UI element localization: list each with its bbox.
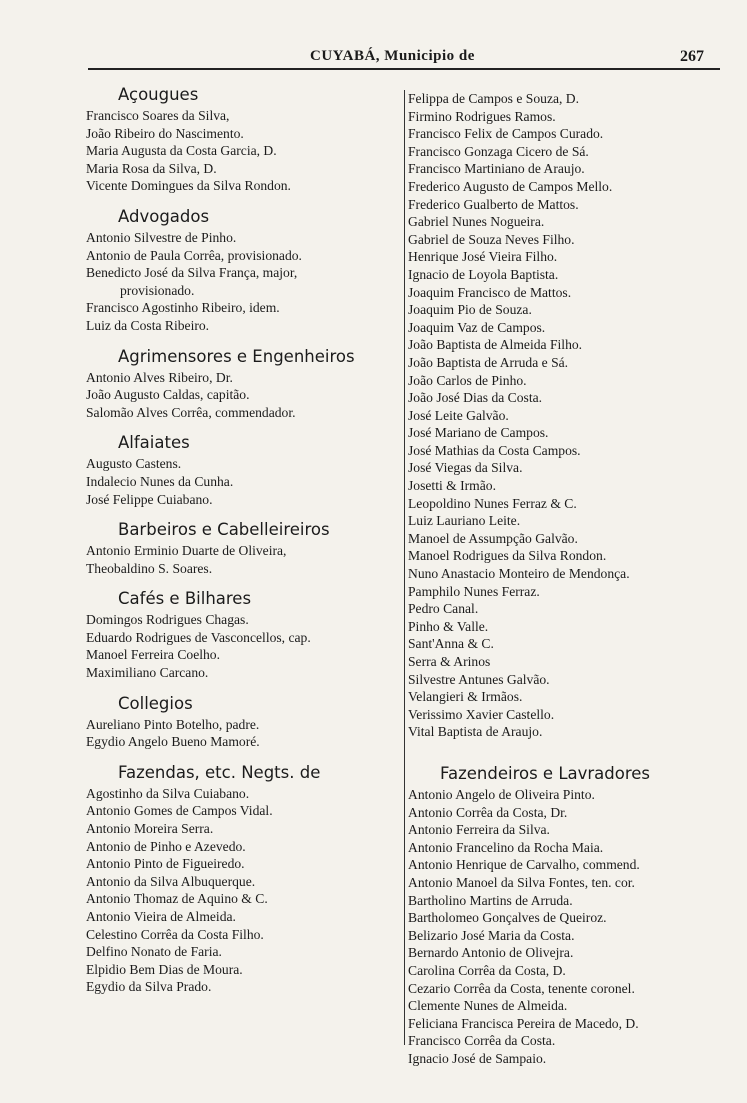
directory-entry: Silvestre Antunes Galvão. bbox=[408, 671, 550, 687]
directory-entry: Antonio da Silva Albuquerque. bbox=[86, 873, 256, 889]
section-title: Fazendeiros e Lavradores bbox=[440, 763, 651, 783]
directory-entry: Antonio Henrique de Carvalho, commend. bbox=[408, 857, 640, 873]
directory-entry: José Mariano de Campos. bbox=[408, 425, 549, 441]
directory-entry: Pinho & Valle. bbox=[408, 618, 489, 634]
directory-entry: Pamphilo Nunes Ferraz. bbox=[408, 583, 540, 599]
directory-entry: Francisco Martiniano de Araujo. bbox=[408, 161, 585, 177]
directory-entry: Agostinho da Silva Cuiabano. bbox=[86, 785, 250, 801]
directory-entry: João Baptista de Almeida Filho. bbox=[408, 337, 583, 353]
section-title: Agrimensores e Engenheiros bbox=[118, 346, 355, 366]
directory-entry: Luiz da Costa Ribeiro. bbox=[86, 317, 210, 333]
section-title: Cafés e Bilhares bbox=[118, 589, 252, 609]
directory-entry: Antonio de Paula Corrêa, provisionado. bbox=[86, 247, 302, 263]
directory-entry: Leopoldino Nunes Ferraz & C. bbox=[408, 495, 577, 511]
directory-entry: Felippa de Campos e Souza, D. bbox=[408, 91, 580, 106]
directory-entry: Antonio Manoel da Silva Fontes, ten. cor. bbox=[408, 874, 635, 890]
directory-entry: Henrique José Vieira Filho. bbox=[408, 249, 558, 265]
directory-entry: Josetti & Irmão. bbox=[408, 478, 496, 494]
directory-entry: Antonio Gomes de Campos Vidal. bbox=[86, 803, 273, 819]
directory-entry: Sant'Anna & C. bbox=[408, 636, 494, 652]
directory-entry: João Ribeiro do Nascimento. bbox=[86, 125, 244, 141]
directory-entry: Theobaldino S. Soares. bbox=[86, 560, 213, 576]
directory-entry: José Viegas da Silva. bbox=[408, 460, 523, 476]
directory-entry: Maria Augusta da Costa Garcia, D. bbox=[86, 143, 277, 159]
directory-entry: João Baptista de Arruda e Sá. bbox=[408, 354, 569, 370]
section-title: Alfaiates bbox=[118, 433, 190, 453]
directory-entry: Velangieri & Irmãos. bbox=[408, 689, 523, 705]
directory-entry: Carolina Corrêa da Costa, D. bbox=[408, 962, 566, 978]
directory-entry: Bernardo Antonio de Olivejra. bbox=[408, 945, 574, 961]
directory-entry: Domingos Rodrigues Chagas. bbox=[86, 612, 249, 628]
directory-entry: Nuno Anastacio Monteiro de Mendonça. bbox=[408, 566, 630, 582]
directory-entry: Maria Rosa da Silva, D. bbox=[86, 160, 217, 176]
directory-entry: Elpidio Bem Dias de Moura. bbox=[86, 961, 243, 977]
directory-entry: Manoel de Assumpção Galvão. bbox=[408, 530, 578, 546]
directory-entry: Joaquim Francisco de Mattos. bbox=[408, 284, 572, 300]
right-column bbox=[404, 90, 726, 1066]
directory-entry: Joaquim Vaz de Campos. bbox=[408, 319, 546, 335]
directory-entry: Antonio Ferreira da Silva. bbox=[408, 822, 550, 838]
directory-entry: Luiz Lauriano Leite. bbox=[408, 513, 521, 529]
directory-entry: Antonio de Pinho e Azevedo. bbox=[86, 838, 246, 854]
directory-entry: Belizario José Maria da Costa. bbox=[408, 927, 575, 943]
left-column bbox=[86, 84, 398, 996]
directory-entry: Gabriel Nunes Nogueira. bbox=[408, 214, 545, 230]
directory-entry: Celestino Corrêa da Costa Filho. bbox=[86, 926, 264, 942]
directory-entry: Antonio Pinto de Figueiredo. bbox=[86, 856, 245, 872]
directory-entry: Francisco Corrêa da Costa. bbox=[408, 1033, 556, 1049]
directory-entry: Gabriel de Souza Neves Filho. bbox=[408, 231, 575, 247]
section-title: Fazendas, etc. Negts. de bbox=[118, 762, 321, 782]
directory-entry: João José Dias da Costa. bbox=[408, 390, 543, 406]
directory-entry: Francisco Gonzaga Cicero de Sá. bbox=[408, 143, 589, 159]
directory-entry: Serra & Arinos bbox=[408, 654, 491, 669]
directory-entry: Verissimo Xavier Castello. bbox=[408, 706, 555, 722]
page-header bbox=[88, 44, 708, 70]
directory-entry: Manoel Ferreira Coelho. bbox=[86, 647, 221, 663]
directory-entry: Firmino Rodrigues Ramos. bbox=[408, 108, 556, 124]
section-title: Barbeiros e Cabelleireiros bbox=[118, 520, 330, 540]
directory-entry: Bartholino Martins de Arruda. bbox=[408, 892, 573, 908]
directory-entry: Bartholomeo Gonçalves de Queiroz. bbox=[408, 910, 607, 926]
directory-entry: Antonio Erminio Duarte de Oliveira, bbox=[86, 543, 287, 559]
directory-entry: Egydio da Silva Prado. bbox=[86, 979, 212, 995]
directory-entry: Indalecio Nunes da Cunha. bbox=[86, 473, 234, 489]
directory-entry: Clemente Nunes de Almeida. bbox=[408, 998, 568, 1014]
directory-entry: Ignacio José de Sampaio. bbox=[408, 1050, 547, 1066]
directory-entry: Pedro Canal. bbox=[408, 601, 479, 617]
directory-entry: Salomão Alves Corrêa, commendador. bbox=[86, 404, 296, 420]
directory-entry: Antonio Francelino da Rocha Maia. bbox=[408, 839, 604, 855]
directory-entry: Augusto Castens. bbox=[86, 456, 182, 472]
directory-entry: Aureliano Pinto Botelho, padre. bbox=[86, 716, 260, 732]
directory-entry: José Mathias da Costa Campos. bbox=[408, 442, 581, 458]
directory-entry: Antonio Corrêa da Costa, Dr. bbox=[408, 804, 568, 820]
directory-entry: Vicente Domingues da Silva Rondon. bbox=[86, 178, 291, 194]
running-title: CUYABÁ, Municipio de bbox=[310, 48, 475, 64]
directory-entry: Antonio Angelo de Oliveira Pinto. bbox=[408, 786, 595, 802]
directory-entry: João Augusto Caldas, capitão. bbox=[86, 387, 250, 403]
header-rule bbox=[88, 68, 720, 70]
directory-entry: Vital Baptista de Araujo. bbox=[408, 724, 543, 740]
directory-entry: Frederico Augusto de Campos Mello. bbox=[408, 178, 613, 194]
directory-entry: Antonio Silvestre de Pinho. bbox=[86, 229, 237, 245]
directory-entry: Joaquim Pio de Souza. bbox=[408, 302, 532, 318]
directory-entry: Ignacio de Loyola Baptista. bbox=[408, 266, 559, 282]
directory-entry: Antonio Alves Ribeiro, Dr. bbox=[86, 369, 233, 385]
directory-entry: Antonio Vieira de Almeida. bbox=[86, 909, 236, 924]
directory-entry: Eduardo Rodrigues de Vasconcellos, cap. bbox=[86, 629, 311, 645]
directory-entry: Francisco Felix de Campos Curado. bbox=[408, 126, 604, 142]
directory-entry: José Felippe Cuiabano. bbox=[86, 491, 213, 507]
directory-entry: Manoel Rodrigues da Silva Rondon. bbox=[408, 548, 607, 564]
directory-entry: Francisco Agostinho Ribeiro, idem. bbox=[86, 300, 280, 316]
section-title: Advogados bbox=[118, 206, 210, 226]
directory-entry: Benedicto José da Silva França, major, bbox=[86, 265, 298, 281]
directory-entry: Cezario Corrêa da Costa, tenente coronel. bbox=[408, 980, 635, 996]
directory-entry: Feliciana Francisca Pereira de Macedo, D. bbox=[408, 1015, 639, 1031]
directory-entry: João Carlos de Pinho. bbox=[408, 372, 527, 388]
directory-entry: Francisco Soares da Silva, bbox=[86, 108, 230, 123]
directory-entry: Maximiliano Carcano. bbox=[86, 665, 209, 681]
page-number: 267 bbox=[680, 48, 704, 65]
section-spacer bbox=[408, 741, 726, 763]
directory-entry: provisionado. bbox=[120, 282, 195, 298]
directory-entry: Antonio Moreira Serra. bbox=[86, 821, 214, 837]
directory-entry: Delfino Nonato de Faria. bbox=[86, 944, 222, 960]
section-title: Açougues bbox=[118, 85, 199, 104]
directory-entry: José Leite Galvão. bbox=[408, 407, 509, 423]
directory-entry: Frederico Gualberto de Mattos. bbox=[408, 196, 579, 212]
section-title: Collegios bbox=[118, 693, 193, 713]
directory-entry: Antonio Thomaz de Aquino & C. bbox=[86, 891, 268, 907]
directory-entry: Egydio Angelo Bueno Mamoré. bbox=[86, 734, 260, 750]
